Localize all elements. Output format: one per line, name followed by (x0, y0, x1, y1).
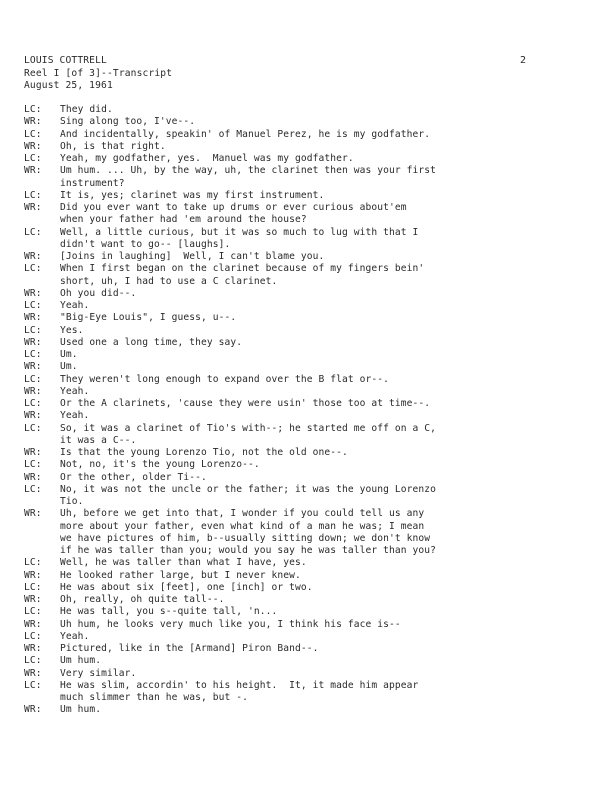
utterance-line: we have pictures of him, b--usually sitting down; we don't know (60, 532, 431, 544)
utterance-line: Um hum. (60, 704, 102, 716)
speaker-label: LC: (24, 263, 42, 275)
utterance-line: short, uh, I had to use a C clarinet. (60, 275, 278, 287)
speaker-label: WR: (24, 569, 42, 581)
utterance (60, 386, 584, 398)
speaker-label: LC: (24, 581, 42, 593)
speaker-label: WR: (24, 471, 42, 483)
speaker-label: LC: (24, 349, 42, 360)
transcript-entry (24, 459, 584, 471)
utterance-line: it was a C--. (60, 434, 137, 446)
transcript-entry (24, 141, 584, 153)
transcript-entry (24, 263, 584, 288)
speaker-label: WR: (24, 594, 42, 605)
utterance (60, 704, 584, 716)
speaker-label: WR: (24, 140, 42, 152)
utterance-line: Yeah. (60, 300, 90, 311)
utterance (60, 410, 584, 422)
utterance-line: Oh you did--. (60, 287, 137, 299)
transcript-entry (24, 337, 584, 349)
utterance-line: Tio. (60, 496, 84, 507)
utterance (60, 129, 584, 141)
transcript-entry (24, 570, 584, 582)
transcript-entry (24, 116, 584, 128)
utterance (60, 508, 584, 557)
utterance-line: Or the A clarinets, 'cause they were usin' those too at time--. (60, 398, 431, 409)
utterance (60, 631, 584, 643)
transcript-body (24, 104, 584, 717)
speaker-label: LC: (24, 226, 42, 238)
utterance (60, 655, 584, 667)
utterance (60, 594, 584, 606)
transcript-entry (24, 680, 584, 705)
speaker-label: WR: (24, 508, 42, 520)
transcript-entry (24, 594, 584, 606)
utterance-line: They did. (60, 104, 113, 115)
transcript-entry (24, 410, 584, 422)
utterance-line: Uh hum, he looks very much like you, I think his face is-- (60, 618, 401, 630)
reel-info: Reel I [of 3]--Transcript (24, 67, 173, 79)
utterance-line: Oh, is that right. (60, 140, 166, 152)
transcript-entry (24, 508, 584, 557)
utterance (60, 398, 584, 410)
utterance-line: much slimmer than he was, but -. (60, 692, 249, 703)
utterance-line: Very similar. (60, 667, 137, 679)
utterance-line: Uh, before we get into that, I wonder if you could tell us any (60, 508, 425, 520)
interview-date: August 25, 1961 (24, 80, 113, 91)
speaker-label: LC: (24, 300, 42, 311)
interviewee-name: LOUIS COTTRELL (24, 55, 107, 66)
utterance-line: Yeah. (60, 410, 90, 422)
utterance-line: if he was taller than you; would you say he was taller than you? (60, 545, 437, 556)
transcript-entry (24, 288, 584, 300)
speaker-label: WR: (24, 361, 42, 373)
transcript-entry (24, 704, 584, 716)
transcript-entry (24, 423, 584, 448)
speaker-label: WR: (24, 447, 42, 458)
speaker-label: LC: (24, 324, 42, 336)
utterance-line: He looked rather large, but I never knew. (60, 569, 301, 581)
speaker-label: WR: (24, 704, 42, 716)
utterance-line: Well, he was taller than what I have, yes. (60, 557, 307, 569)
speaker-label: LC: (24, 373, 42, 385)
speaker-label: WR: (24, 312, 42, 324)
utterance-line: When I first began on the clarinet because of my fingers bein' (60, 263, 425, 275)
utterance (60, 165, 584, 190)
utterance-line: Yes. (60, 324, 84, 336)
utterance (60, 337, 584, 349)
speaker-label: WR: (24, 116, 42, 128)
utterance-line: And incidentally, speakin' of Manuel Perez, he is my godfather. (60, 128, 431, 140)
utterance (60, 361, 584, 373)
transcript-entry (24, 129, 584, 141)
transcript-entry (24, 227, 584, 252)
transcript-entry (24, 251, 584, 263)
transcript-entry (24, 325, 584, 337)
utterance-line: "Big-Eye Louis", I guess, u--. (60, 312, 237, 324)
transcript-entry (24, 472, 584, 484)
utterance-line: He was about six [feet], one [inch] or two. (60, 581, 313, 593)
utterance-line: Well, a little curious, but it was so much to lug with that I (60, 226, 419, 238)
utterance (60, 104, 584, 116)
transcript-entry (24, 153, 584, 165)
utterance (60, 202, 584, 227)
transcript-entry (24, 374, 584, 386)
utterance (60, 349, 584, 361)
transcript-entry (24, 582, 584, 594)
speaker-label: WR: (24, 410, 42, 422)
page-number: 2 (520, 55, 527, 66)
speaker-label: WR: (24, 618, 42, 630)
transcript-entry (24, 165, 584, 190)
utterance-line: Used one a long time, they say. (60, 336, 243, 348)
utterance-line: Oh, really, oh quite tall--. (60, 594, 225, 605)
utterance (60, 227, 584, 252)
speaker-label: LC: (24, 189, 42, 201)
utterance-line: Um. (60, 349, 78, 360)
utterance (60, 570, 584, 582)
utterance (60, 288, 584, 300)
transcript-entry (24, 484, 584, 509)
utterance-line: Pictured, like in the [Armand] Piron Band--. (60, 643, 319, 654)
utterance-line: It is, yes; clarinet was my first instrument. (60, 189, 325, 201)
speaker-label: WR: (24, 165, 42, 177)
speaker-label: LC: (24, 398, 42, 409)
utterance-line: instrument? (60, 177, 125, 189)
transcript-entry (24, 631, 584, 643)
utterance (60, 619, 584, 631)
speaker-label: LC: (24, 557, 42, 569)
utterance (60, 116, 584, 128)
speaker-label: LC: (24, 422, 42, 434)
utterance-line: They weren't long enough to expand over the B flat or--. (60, 373, 390, 385)
utterance (60, 312, 584, 324)
utterance-line: Um hum. ... Uh, by the way, uh, the clarinet then was your first (60, 165, 437, 177)
speaker-label: WR: (24, 643, 42, 654)
utterance-line: Or the other, older Ti--. (60, 471, 207, 483)
utterance (60, 668, 584, 680)
utterance (60, 472, 584, 484)
transcript-entry (24, 202, 584, 227)
utterance-line: [Joins in laughing] Well, I can't blame you. (60, 251, 325, 262)
utterance (60, 325, 584, 337)
utterance (60, 300, 584, 312)
utterance-line: Not, no, it's the young Lorenzo--. (60, 459, 260, 471)
transcript-entry (24, 668, 584, 680)
utterance-line: Sing along too, I've--. (60, 116, 196, 128)
speaker-label: WR: (24, 287, 42, 299)
utterance (60, 423, 584, 448)
utterance-line: He was slim, accordin' to his height. It, it made him appear (60, 679, 419, 691)
speaker-label: LC: (24, 104, 42, 115)
utterance (60, 141, 584, 153)
transcript-entry (24, 606, 584, 618)
utterance (60, 606, 584, 618)
transcript-entry (24, 619, 584, 631)
utterance (60, 459, 584, 471)
utterance-line: didn't want to go-- [laughs]. (60, 238, 231, 250)
speaker-label: LC: (24, 153, 42, 164)
speaker-label: LC: (24, 128, 42, 140)
transcript-entry (24, 557, 584, 569)
utterance (60, 153, 584, 165)
transcript-entry (24, 349, 584, 361)
document-header (24, 55, 584, 93)
speaker-label: LC: (24, 606, 42, 618)
utterance-line: So, it was a clarinet of Tio's with--; he started me off on a C, (60, 422, 437, 434)
speaker-label: LC: (24, 459, 42, 471)
speaker-label: WR: (24, 251, 42, 262)
utterance-line: when your father had 'em around the house? (60, 214, 307, 226)
utterance-line: Um. (60, 361, 78, 373)
utterance-line: Yeah. (60, 630, 90, 642)
utterance-line: Did you ever want to take up drums or ever curious about'em (60, 202, 407, 213)
transcript-entry (24, 361, 584, 373)
transcript-entry (24, 655, 584, 667)
utterance (60, 680, 584, 705)
transcript-entry (24, 190, 584, 202)
utterance (60, 190, 584, 202)
transcript-entry (24, 104, 584, 116)
utterance (60, 251, 584, 263)
speaker-label: WR: (24, 667, 42, 679)
speaker-label: LC: (24, 655, 42, 667)
transcript-entry (24, 398, 584, 410)
speaker-label: WR: (24, 202, 42, 213)
transcript-entry (24, 312, 584, 324)
utterance (60, 263, 584, 288)
utterance (60, 374, 584, 386)
speaker-label: WR: (24, 385, 42, 397)
transcript-entry (24, 643, 584, 655)
utterance-line: Is that the young Lorenzo Tio, not the old one--. (60, 447, 348, 458)
utterance-line: He was tall, you s--quite tall, 'n... (60, 606, 278, 618)
utterance (60, 582, 584, 594)
utterance (60, 557, 584, 569)
speaker-label: WR: (24, 336, 42, 348)
utterance-line: No, it was not the uncle or the father; it was the young Lorenzo (60, 483, 437, 495)
utterance-line: Yeah, my godfather, yes. Manuel was my godfather. (60, 153, 354, 164)
utterance (60, 484, 584, 509)
utterance (60, 447, 584, 459)
transcript-entry (24, 386, 584, 398)
speaker-label: LC: (24, 679, 42, 691)
utterance-line: Yeah. (60, 385, 90, 397)
speaker-label: LC: (24, 483, 42, 495)
utterance (60, 643, 584, 655)
utterance-line: Um hum. (60, 655, 102, 667)
utterance-line: more about your father, even what kind of a man he was; I mean (60, 520, 425, 532)
speaker-label: LC: (24, 630, 42, 642)
transcript-entry (24, 300, 584, 312)
transcript-entry (24, 447, 584, 459)
